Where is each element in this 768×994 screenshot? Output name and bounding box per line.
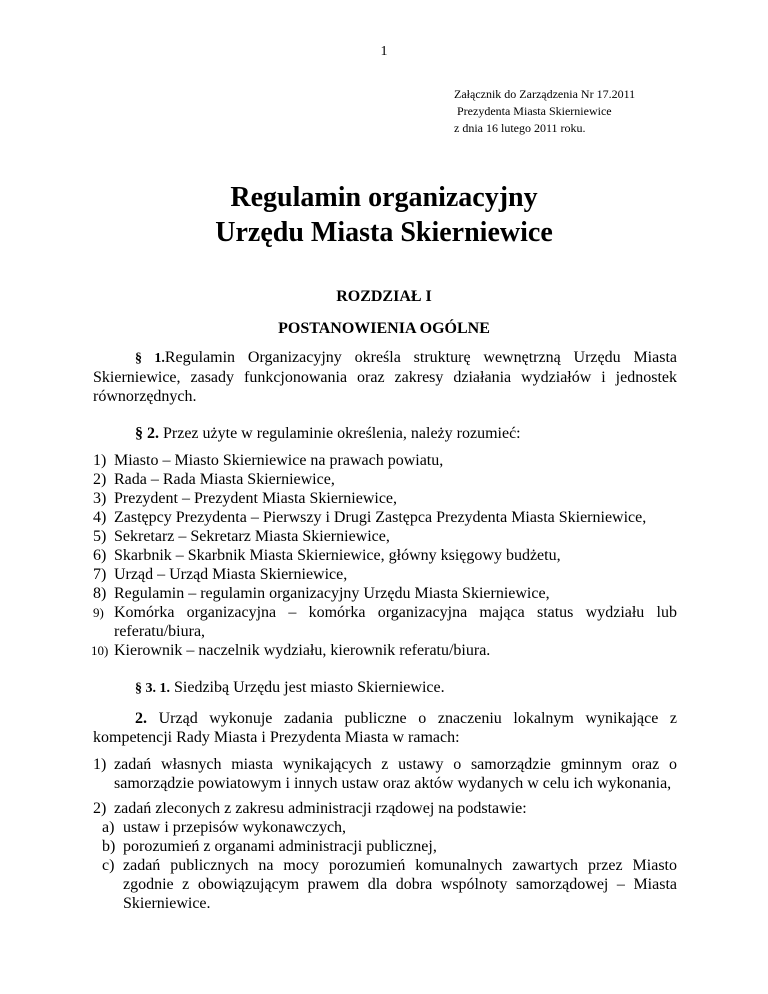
title-line-1: Regulamin organizacyjny [230, 182, 538, 213]
list-item: 9) Komórka organizacyjna – komórka organizacyjna mająca status wydziału lub referatu/biura, [93, 604, 677, 640]
annex-line-3: z dnia 16 lutego 2011 roku. [454, 121, 586, 135]
tasks-list [93, 755, 677, 913]
list-item: 3) Prezydent – Prezydent Miasta Skierniewice, [93, 490, 398, 507]
list-item: 2) zadań zleconych z zakresu administracji rządowej na podstawie: a) ustaw i przepisów wykonawczych, b) porozumień z organami administracji publicznej, c) zadań publicznych na mocy porozumień komunalnych zawartych przez Miasto zgodnie z obowiązującym prawem dla dobra wspólnoty samorządowej – Miasta Skierniewice. [93, 800, 677, 912]
section-1 [93, 348, 677, 406]
list-item: 7) Urząd – Urząd Miasta Skierniewice, [93, 566, 348, 583]
section-1-number: § 1. [135, 351, 165, 366]
list-item: 5) Sekretarz – Sekretarz Miasta Skierniewice, [93, 528, 390, 545]
page-number: 1 [380, 44, 388, 59]
paragraph-2-number: 2. [135, 710, 147, 727]
chapter-name: POSTANOWIENIA OGÓLNE [278, 320, 490, 337]
section-3 [93, 678, 677, 698]
section-1-text: Regulamin Organizacyjny określa strukturę wewnętrzną Urzędu Miasta Skierniewice, zasady funkcjonowania oraz zakresy działania wydziałów i jednostek równorzędnych. [93, 349, 677, 405]
list-item: 6) Skarbnik – Skarbnik Miasta Skierniewice, główny księgowy budżetu, [93, 547, 561, 564]
section-3-paragraph-2 [93, 709, 677, 747]
list-item: c) zadań publicznych na mocy porozumień komunalnych zawartych przez Miasto zgodnie z obowiązującym prawem dla dobra wspólnoty samorządowej – Miasta Skierniewice. [102, 857, 677, 912]
document-body [93, 348, 677, 919]
definitions-list [93, 451, 677, 660]
list-item: a) ustaw i przepisów wykonawczych, [102, 819, 347, 836]
delegated-tasks-list [102, 818, 677, 913]
list-item: 2) Rada – Rada Miasta Skierniewice, [93, 471, 335, 488]
annex-line-2: Prezydenta Miasta Skierniewice [457, 104, 612, 118]
section-2-number: § 2. [135, 425, 159, 442]
list-item: 8) Regulamin – regulamin organizacyjny Urzędu Miasta Skierniewice, [93, 585, 550, 602]
list-item: 1) zadań własnych miasta wynikających z ustawy o samorządzie gminnym oraz o samorządzie powiatowym i innych ustaw oraz aktów wydanych w celu ich wykonania, [93, 756, 677, 792]
annex-note [454, 86, 635, 137]
section-3-text: Siedzibą Urzędu jest miasto Skierniewice. [174, 679, 445, 696]
list-item: 10) Kierownik – naczelnik wydziału, kierownik referatu/biura. [91, 642, 491, 659]
title-line-2: Urzędu Miasta Skierniewice [215, 217, 553, 248]
chapter-label: ROZDZIAŁ I [336, 288, 432, 305]
list-item: 4) Zastępcy Prezydenta – Pierwszy i Drugi Zastępca Prezydenta Miasta Skierniewice, [93, 509, 647, 526]
document-title [0, 180, 768, 250]
section-3-number: § 3. 1. [135, 681, 170, 696]
list-item: 1) Miasto – Miasto Skierniewice na prawach powiatu, [93, 452, 444, 469]
section-2 [93, 424, 677, 443]
annex-line-1: Załącznik do Zarządzenia Nr 17.2011 [454, 87, 636, 101]
section-2-text: Przez użyte w regulaminie określenia, należy rozumieć: [163, 425, 521, 442]
paragraph-2-text: Urząd wykonuje zadania publiczne o znaczeniu lokalnym wynikające z kompetencji Rady Miasta i Prezydenta Miasta w ramach: [93, 710, 678, 746]
list-item: b) porozumień z organami administracji publicznej, [102, 838, 437, 855]
